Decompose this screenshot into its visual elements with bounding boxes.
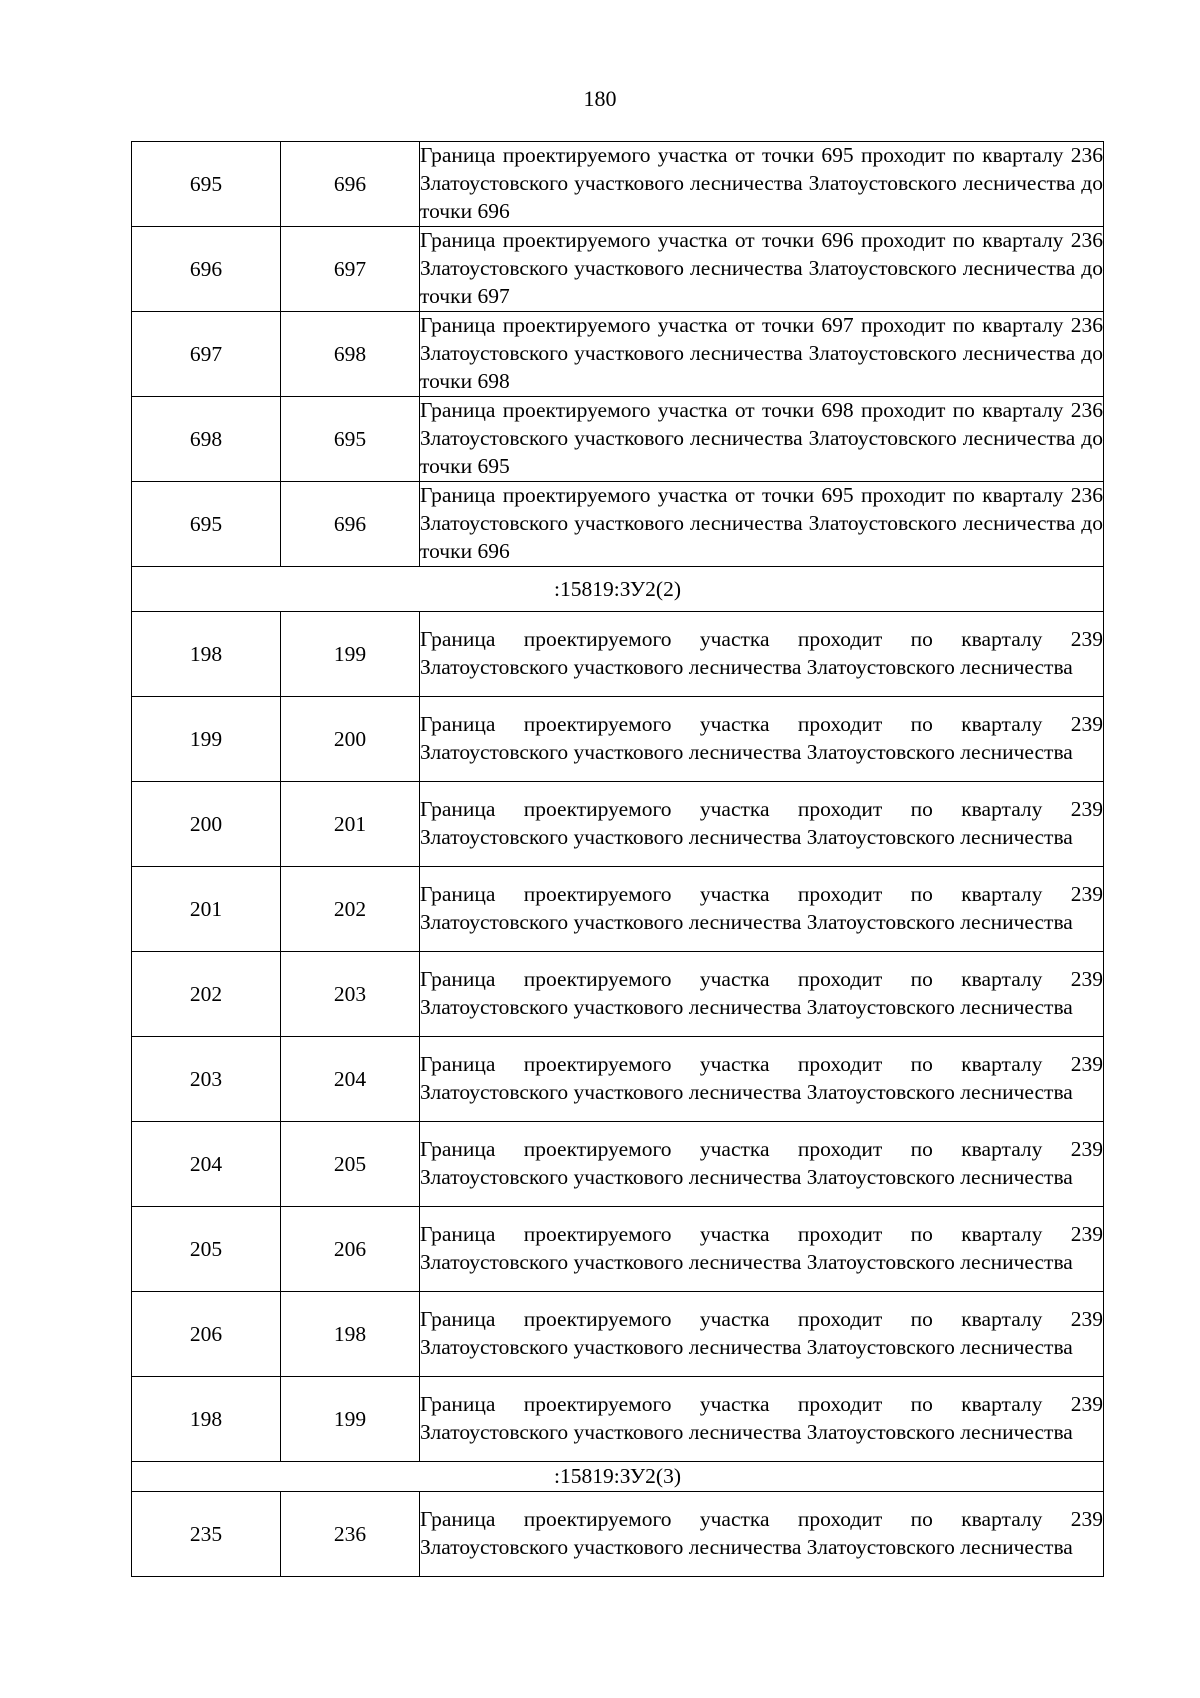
description-cell: Граница проектируемого участка проходит по кварталу 239 Златоустовского участкового лесничества Златоустовского лесничества [420,782,1104,867]
description-cell: Граница проектируемого участка проходит по кварталу 239 Златоустовского участкового лесничества Златоустовского лесничества [420,612,1104,697]
to-point-cell: 199 [281,612,420,697]
to-point-cell: 206 [281,1207,420,1292]
description-cell: Граница проектируемого участка проходит по кварталу 239 Златоустовского участкового лесничества Златоустовского лесничества [420,952,1104,1037]
from-point-cell: 201 [132,867,281,952]
to-point-cell: 204 [281,1037,420,1122]
to-point-cell: 201 [281,782,420,867]
from-point-cell: 198 [132,612,281,697]
section-title: :15819:ЗУ2(2) [132,567,1104,612]
from-point-cell: 697 [132,312,281,397]
to-point-cell: 698 [281,312,420,397]
section-header-row [132,567,1104,612]
description-cell: Граница проектируемого участка от точки 696 проходит по кварталу 236 Златоустовского участкового лесничества Златоустовского лесничества до точки 697 [420,227,1104,312]
to-point-cell: 696 [281,482,420,567]
to-point-cell: 202 [281,867,420,952]
to-point-cell: 236 [281,1492,420,1577]
from-point-cell: 696 [132,227,281,312]
table-row [132,312,1104,397]
section-header-row [132,1462,1104,1492]
section-title: :15819:ЗУ2(3) [132,1462,1104,1492]
from-point-cell: 199 [132,697,281,782]
from-point-cell: 198 [132,1377,281,1462]
description-cell: Граница проектируемого участка проходит по кварталу 239 Златоустовского участкового лесничества Златоустовского лесничества [420,1377,1104,1462]
table-row [132,1292,1104,1377]
table-row [132,1377,1104,1462]
to-point-cell: 205 [281,1122,420,1207]
from-point-cell: 203 [132,1037,281,1122]
table-row [132,1037,1104,1122]
from-point-cell: 202 [132,952,281,1037]
to-point-cell: 198 [281,1292,420,1377]
from-point-cell: 235 [132,1492,281,1577]
description-cell: Граница проектируемого участка от точки 695 проходит по кварталу 236 Златоустовского участкового лесничества Златоустовского лесничества до точки 696 [420,482,1104,567]
to-point-cell: 203 [281,952,420,1037]
boundary-table [131,141,1104,1577]
from-point-cell: 205 [132,1207,281,1292]
description-cell: Граница проектируемого участка от точки 698 проходит по кварталу 236 Златоустовского участкового лесничества Златоустовского лесничества до точки 695 [420,397,1104,482]
table-row [132,227,1104,312]
table-row [132,612,1104,697]
from-point-cell: 206 [132,1292,281,1377]
to-point-cell: 696 [281,142,420,227]
description-cell: Граница проектируемого участка от точки 695 проходит по кварталу 236 Златоустовского участкового лесничества Златоустовского лесничества до точки 696 [420,142,1104,227]
description-cell: Граница проектируемого участка проходит по кварталу 239 Златоустовского участкового лесничества Златоустовского лесничества [420,1292,1104,1377]
table-row [132,1207,1104,1292]
to-point-cell: 695 [281,397,420,482]
description-cell: Граница проектируемого участка проходит по кварталу 239 Златоустовского участкового лесничества Златоустовского лесничества [420,1122,1104,1207]
description-cell: Граница проектируемого участка проходит по кварталу 239 Златоустовского участкового лесничества Златоустовского лесничества [420,1492,1104,1577]
description-cell: Граница проектируемого участка проходит по кварталу 239 Златоустовского участкового лесничества Златоустовского лесничества [420,1207,1104,1292]
table-row [132,782,1104,867]
table-row [132,482,1104,567]
to-point-cell: 199 [281,1377,420,1462]
table-row [132,1492,1104,1577]
from-point-cell: 200 [132,782,281,867]
page-number: 180 [583,86,617,111]
to-point-cell: 200 [281,697,420,782]
description-cell: Граница проектируемого участка проходит по кварталу 239 Златоустовского участкового лесничества Златоустовского лесничества [420,1037,1104,1122]
description-cell: Граница проектируемого участка от точки 697 проходит по кварталу 236 Златоустовского участкового лесничества Златоустовского лесничества до точки 698 [420,312,1104,397]
from-point-cell: 695 [132,482,281,567]
table-row [132,1122,1104,1207]
description-cell: Граница проектируемого участка проходит по кварталу 239 Златоустовского участкового лесничества Златоустовского лесничества [420,867,1104,952]
table-row [132,867,1104,952]
table-row [132,142,1104,227]
table-row [132,397,1104,482]
from-point-cell: 204 [132,1122,281,1207]
from-point-cell: 695 [132,142,281,227]
from-point-cell: 698 [132,397,281,482]
to-point-cell: 697 [281,227,420,312]
table-row [132,697,1104,782]
table-row [132,952,1104,1037]
description-cell: Граница проектируемого участка проходит по кварталу 239 Златоустовского участкового лесничества Златоустовского лесничества [420,697,1104,782]
